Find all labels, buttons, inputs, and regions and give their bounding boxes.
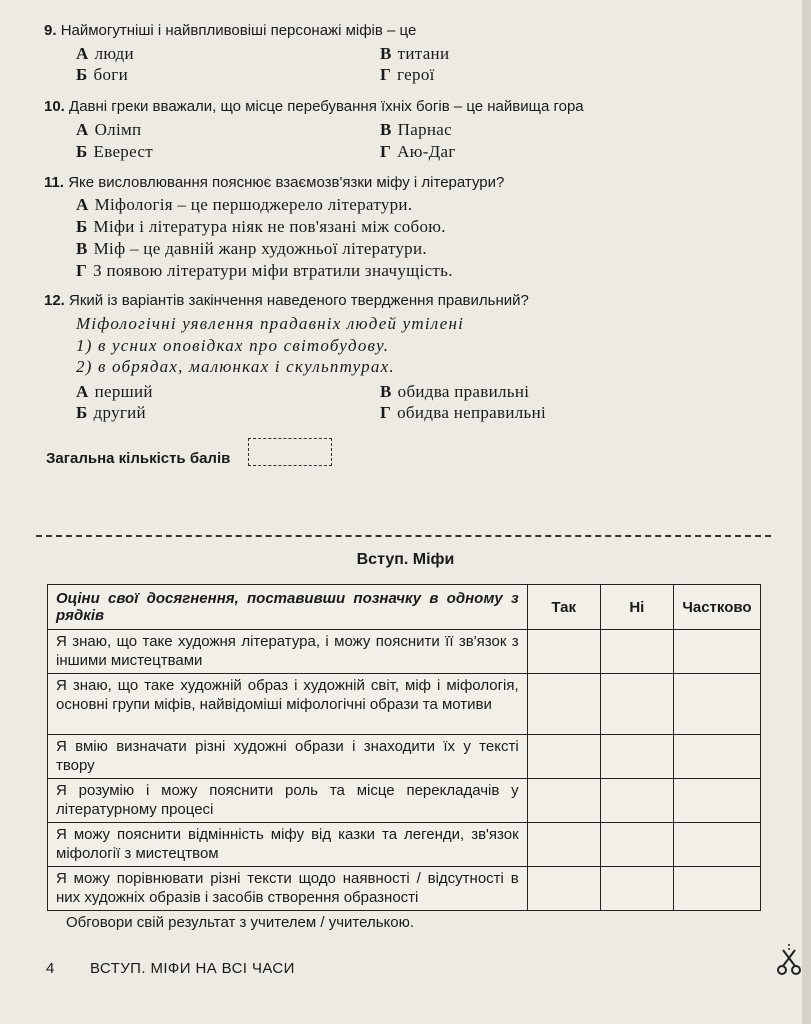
checkbox-cell-no[interactable] (600, 867, 673, 911)
statement-line: Міфологічні уявлення прадавніх людей утілені (76, 314, 465, 333)
option-a (76, 382, 153, 402)
table-row (48, 674, 761, 735)
statement-line: 2) в обрядах, малюнках і скульптурах. (76, 357, 395, 376)
checkbox-cell-partially[interactable] (673, 823, 760, 867)
table-row (48, 823, 761, 867)
option-letter: Б (76, 65, 88, 84)
option-text: Міфи і література ніяк не пов'язані між собою. (93, 217, 446, 236)
question-10 (44, 98, 584, 115)
cut-line (36, 535, 771, 537)
option-a (76, 195, 412, 215)
statement-cell: Я розумію і можу пояснити роль та місце перекладачів у літературному процесі (48, 779, 528, 823)
checkbox-cell-partially[interactable] (673, 735, 760, 779)
page-edge (802, 0, 811, 1024)
option-b (76, 142, 153, 162)
discuss-note: Обговори свій результат з учителем / учителькою. (66, 914, 414, 931)
option-letter: В (76, 239, 88, 258)
option-letter: Г (380, 403, 392, 422)
question-text: Який із варіантів закінчення наведеного твердження правильний? (69, 292, 529, 309)
option-h (76, 261, 453, 281)
question-text: Наймогутніші і найвпливовіші персонажі міфів – це (60, 22, 417, 39)
option-letter: А (76, 382, 89, 401)
option-letter: Б (76, 142, 88, 161)
option-letter: В (380, 44, 392, 63)
statement-cell: Я вмію визначати різні художні образи і знаходити їх у тексті твору (48, 735, 528, 779)
statement-cell: Я можу пояснити відмінність міфу від казки та легенди, зв'язок міфології з мистецтвом (48, 823, 528, 867)
checkbox-cell-partially[interactable] (673, 630, 760, 674)
option-text: Олімп (94, 120, 142, 139)
checkbox-cell-no[interactable] (600, 735, 673, 779)
question-9 (44, 22, 416, 39)
option-letter: Б (76, 217, 88, 236)
option-text: обидва неправильні (397, 403, 546, 422)
checkbox-cell-partially[interactable] (673, 674, 760, 735)
option-text: титани (397, 44, 450, 63)
table-header-instruction: Оціни свої досягнення, поставивши позначку в одному з рядків (48, 585, 528, 630)
option-letter: Б (76, 403, 88, 422)
option-b (76, 217, 446, 237)
question-number: 9. (44, 22, 57, 39)
column-header-yes: Так (527, 585, 600, 630)
checkbox-cell-no[interactable] (600, 779, 673, 823)
option-v (380, 382, 529, 402)
column-header-partially: Частково (673, 585, 760, 630)
checkbox-cell-no[interactable] (600, 674, 673, 735)
option-letter: А (76, 195, 89, 214)
option-text: обидва правильні (397, 382, 530, 401)
statement-line: 1) в усних оповідках про світобудову. (76, 336, 390, 355)
total-score-label: Загальна кількість балів (46, 450, 231, 467)
option-text: Міф – це давній жанр художньої літератури. (93, 239, 427, 258)
checkbox-cell-partially[interactable] (673, 779, 760, 823)
option-h (380, 403, 546, 423)
page-number: 4 (46, 960, 55, 977)
option-b (76, 403, 146, 423)
checkbox-cell-yes[interactable] (527, 867, 600, 911)
option-v (76, 239, 427, 259)
running-head: ВСТУП. МІФИ НА ВСІ ЧАСИ (90, 960, 295, 977)
option-letter: В (380, 382, 392, 401)
option-a (76, 120, 141, 140)
option-text: перший (94, 382, 153, 401)
option-a (76, 44, 134, 64)
option-text: боги (93, 65, 128, 84)
option-text: Аю-Даг (397, 142, 456, 161)
statement-cell: Я знаю, що таке художня література, і можу пояснити її зв'язок з іншими мистецтвами (48, 630, 528, 674)
question-number: 11. (44, 174, 65, 191)
option-h (380, 142, 456, 162)
question-12 (44, 292, 529, 309)
scissors-icon (774, 944, 804, 978)
option-letter: Г (76, 261, 88, 280)
question-11 (44, 174, 504, 191)
option-text: Міфологія – це першоджерело літератури. (94, 195, 413, 214)
question-text: Давні греки вважали, що місце перебування їхніх богів – це найвища гора (69, 98, 584, 115)
option-letter: Г (380, 142, 392, 161)
statement-cell: Я можу порівнювати різні тексти щодо наявності / відсутності в них художніх образів і засобів створення образності (48, 867, 528, 911)
option-text: другий (93, 403, 146, 422)
checkbox-cell-yes[interactable] (527, 779, 600, 823)
question-text: Яке висловлювання пояснює взаємозв'язки міфу і літератури? (68, 174, 505, 191)
table-row (48, 779, 761, 823)
question-number: 12. (44, 292, 65, 309)
table-header-row (48, 585, 761, 630)
section-title: Вступ. Міфи (356, 551, 455, 568)
question-number: 10. (44, 98, 65, 115)
self-assessment-table (47, 584, 761, 911)
option-letter: А (76, 120, 89, 139)
option-text: люди (94, 44, 134, 63)
option-letter: Г (380, 65, 392, 84)
option-text: Еверест (93, 142, 153, 161)
score-input-box[interactable] (248, 438, 332, 466)
column-header-no: Ні (600, 585, 673, 630)
option-text: З появою літератури міфи втратили значущість. (93, 261, 453, 280)
option-v (380, 120, 452, 140)
option-letter: В (380, 120, 392, 139)
table-row (48, 735, 761, 779)
option-v (380, 44, 449, 64)
checkbox-cell-yes[interactable] (527, 674, 600, 735)
option-text: Парнас (397, 120, 452, 139)
option-h (380, 65, 435, 85)
table-row (48, 630, 761, 674)
option-text: герої (397, 65, 435, 84)
option-b (76, 65, 128, 85)
checkbox-cell-no[interactable] (600, 823, 673, 867)
statement-cell: Я знаю, що таке художній образ і художній світ, міф і міфологія, основні групи міфів, найвідоміші міфологічні образи та мотиви (48, 674, 528, 735)
checkbox-cell-yes[interactable] (527, 823, 600, 867)
checkbox-cell-partially[interactable] (673, 867, 760, 911)
checkbox-cell-no[interactable] (600, 630, 673, 674)
option-letter: А (76, 44, 89, 63)
checkbox-cell-yes[interactable] (527, 630, 600, 674)
checkbox-cell-yes[interactable] (527, 735, 600, 779)
table-row (48, 867, 761, 911)
